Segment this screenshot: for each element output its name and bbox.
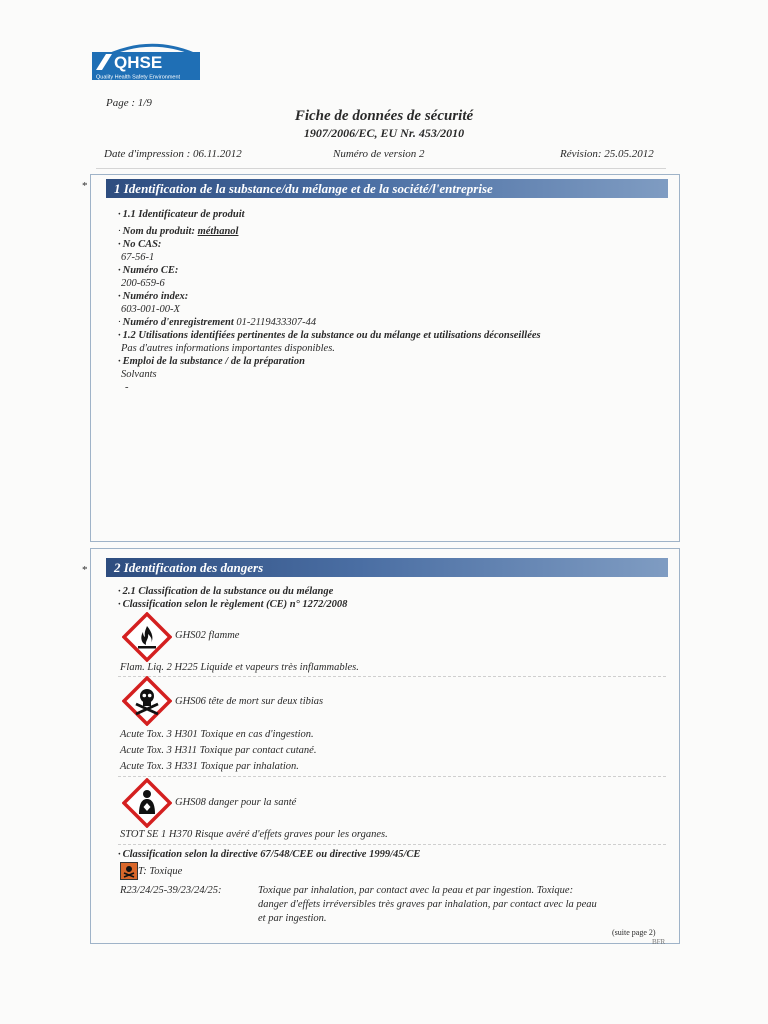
product-name-label: Nom du produit: [122,226,195,237]
cas-label-row: · No CAS: [118,239,162,250]
cas-value: 67-56-1 [121,252,155,263]
section1-end-dash: - [125,382,129,393]
index-value: 603-001-00-X [121,304,180,315]
s1-identifier-text: 1.1 Identificateur de produit [122,209,245,220]
toxic-symbol-icon [120,862,138,880]
s1-identifier-heading: · 1.1 Identificateur de produit [118,209,245,220]
flam-divider [118,676,666,677]
stot-se-classification: STOT SE 1 H370 Risque avéré d'effets graves pour les organes. [120,829,388,840]
stot-divider [118,844,666,845]
registration-value: 01-2119433307-44 [236,317,317,328]
logo-brand-text: QHSE [114,53,163,72]
r-phrase-line1: Toxique par inhalation, par contact avec la peau et par ingestion. Toxique: [258,885,574,896]
flam-liq-classification: Flam. Liq. 2 H225 Liquide et vapeurs très inflammables. [120,662,359,673]
header-divider [96,168,666,169]
ghs08-health-hazard-icon [122,778,172,828]
regulation-reference: 1907/2006/EC, EU Nr. 453/2010 [303,126,465,140]
continued-note: (suite page 2) [612,928,656,937]
ce-label: Numéro CE: [122,265,179,276]
ghs02-flame-icon [122,612,172,662]
ghs06-skull-crossbones-icon [122,676,172,726]
r-phrase-line2: danger d'effets irréversibles très graves par inhalation, par contact avec la peau [258,899,597,910]
page-number: Page : 1/9 [106,97,152,109]
section1-heading: 1 Identification de la substance/du mélange et de la société/l'entreprise [106,179,668,198]
use-value: Solvants [121,369,157,380]
registration-row: · Numéro d'enregistrement 01-2119433307-44 [118,317,317,328]
use-label: Emploi de la substance / de la préparation [122,356,305,367]
ghs08-label: GHS08 danger pour la santé [175,797,297,808]
s2-clp-heading: Classification selon le règlement (CE) n° 1272/2008 [122,599,348,610]
ce-label-row: · Numéro CE: [118,265,179,276]
product-name-value: méthanol [197,226,239,237]
cas-label: No CAS: [122,239,162,250]
revision-date: Révision: 25.05.2012 [560,148,654,160]
r-phrase-line3: et par ingestion. [258,913,327,924]
no-info-text: Pas d'autres informations importantes disponibles. [121,343,335,354]
ghs06-label: GHS06 tête de mort sur deux tibias [175,696,324,707]
registration-label: Numéro d'enregistrement [122,317,234,328]
qhse-logo [90,40,202,82]
acute-tox-oral: Acute Tox. 3 H301 Toxique en cas d'ingestion. [120,729,314,740]
r-phrase-code: R23/24/25-39/23/24/25: [120,885,222,896]
acute-tox-inhalation: Acute Tox. 3 H331 Toxique par inhalation. [120,761,299,772]
s1-product-row: · Nom du produit: méthanol [118,226,239,237]
ghs02-label: GHS02 flamme [175,630,240,641]
use-label-row: · Emploi de la substance / de la préparation [118,356,305,367]
index-label: Numéro index: [122,291,189,302]
toxic-label: T: Toxique [138,866,183,877]
ce-value: 200-659-6 [121,278,165,289]
version-number: Numéro de version 2 [333,148,425,160]
footer-code: BFR [652,938,666,946]
s2-classification-heading: 2.1 Classification de la substance ou du mélange [122,586,334,597]
print-date: Date d'impression : 06.11.2012 [104,148,242,160]
section2-change-marker: * [82,564,88,576]
logo-tagline: Quality Health Safety Environment [96,74,181,81]
index-label-row: · Numéro index: [118,291,189,302]
section2-heading: 2 Identification des dangers [106,558,668,577]
directive-heading: Classification selon la directive 67/548/CEE ou directive 1999/45/CE [122,849,421,860]
section1-change-marker: * [82,180,88,192]
uses-heading-row: · 1.2 Utilisations identifiées pertinentes de la substance ou du mélange et utilisations déconseillées [118,330,541,341]
uses-heading: 1.2 Utilisations identifiées pertinentes de la substance ou du mélange et utilisations déconseillées [122,330,541,341]
directive-row: · Classification selon la directive 67/548/CEE ou directive 1999/45/CE [118,849,421,860]
tox-divider [118,776,666,777]
s2-classification-row: · 2.1 Classification de la substance ou du mélange [118,586,334,597]
acute-tox-dermal: Acute Tox. 3 H311 Toxique par contact cutané. [120,745,317,756]
document-title: Fiche de données de sécurité [294,108,474,124]
s2-clp-row: · Classification selon le règlement (CE) n° 1272/2008 [118,599,348,610]
